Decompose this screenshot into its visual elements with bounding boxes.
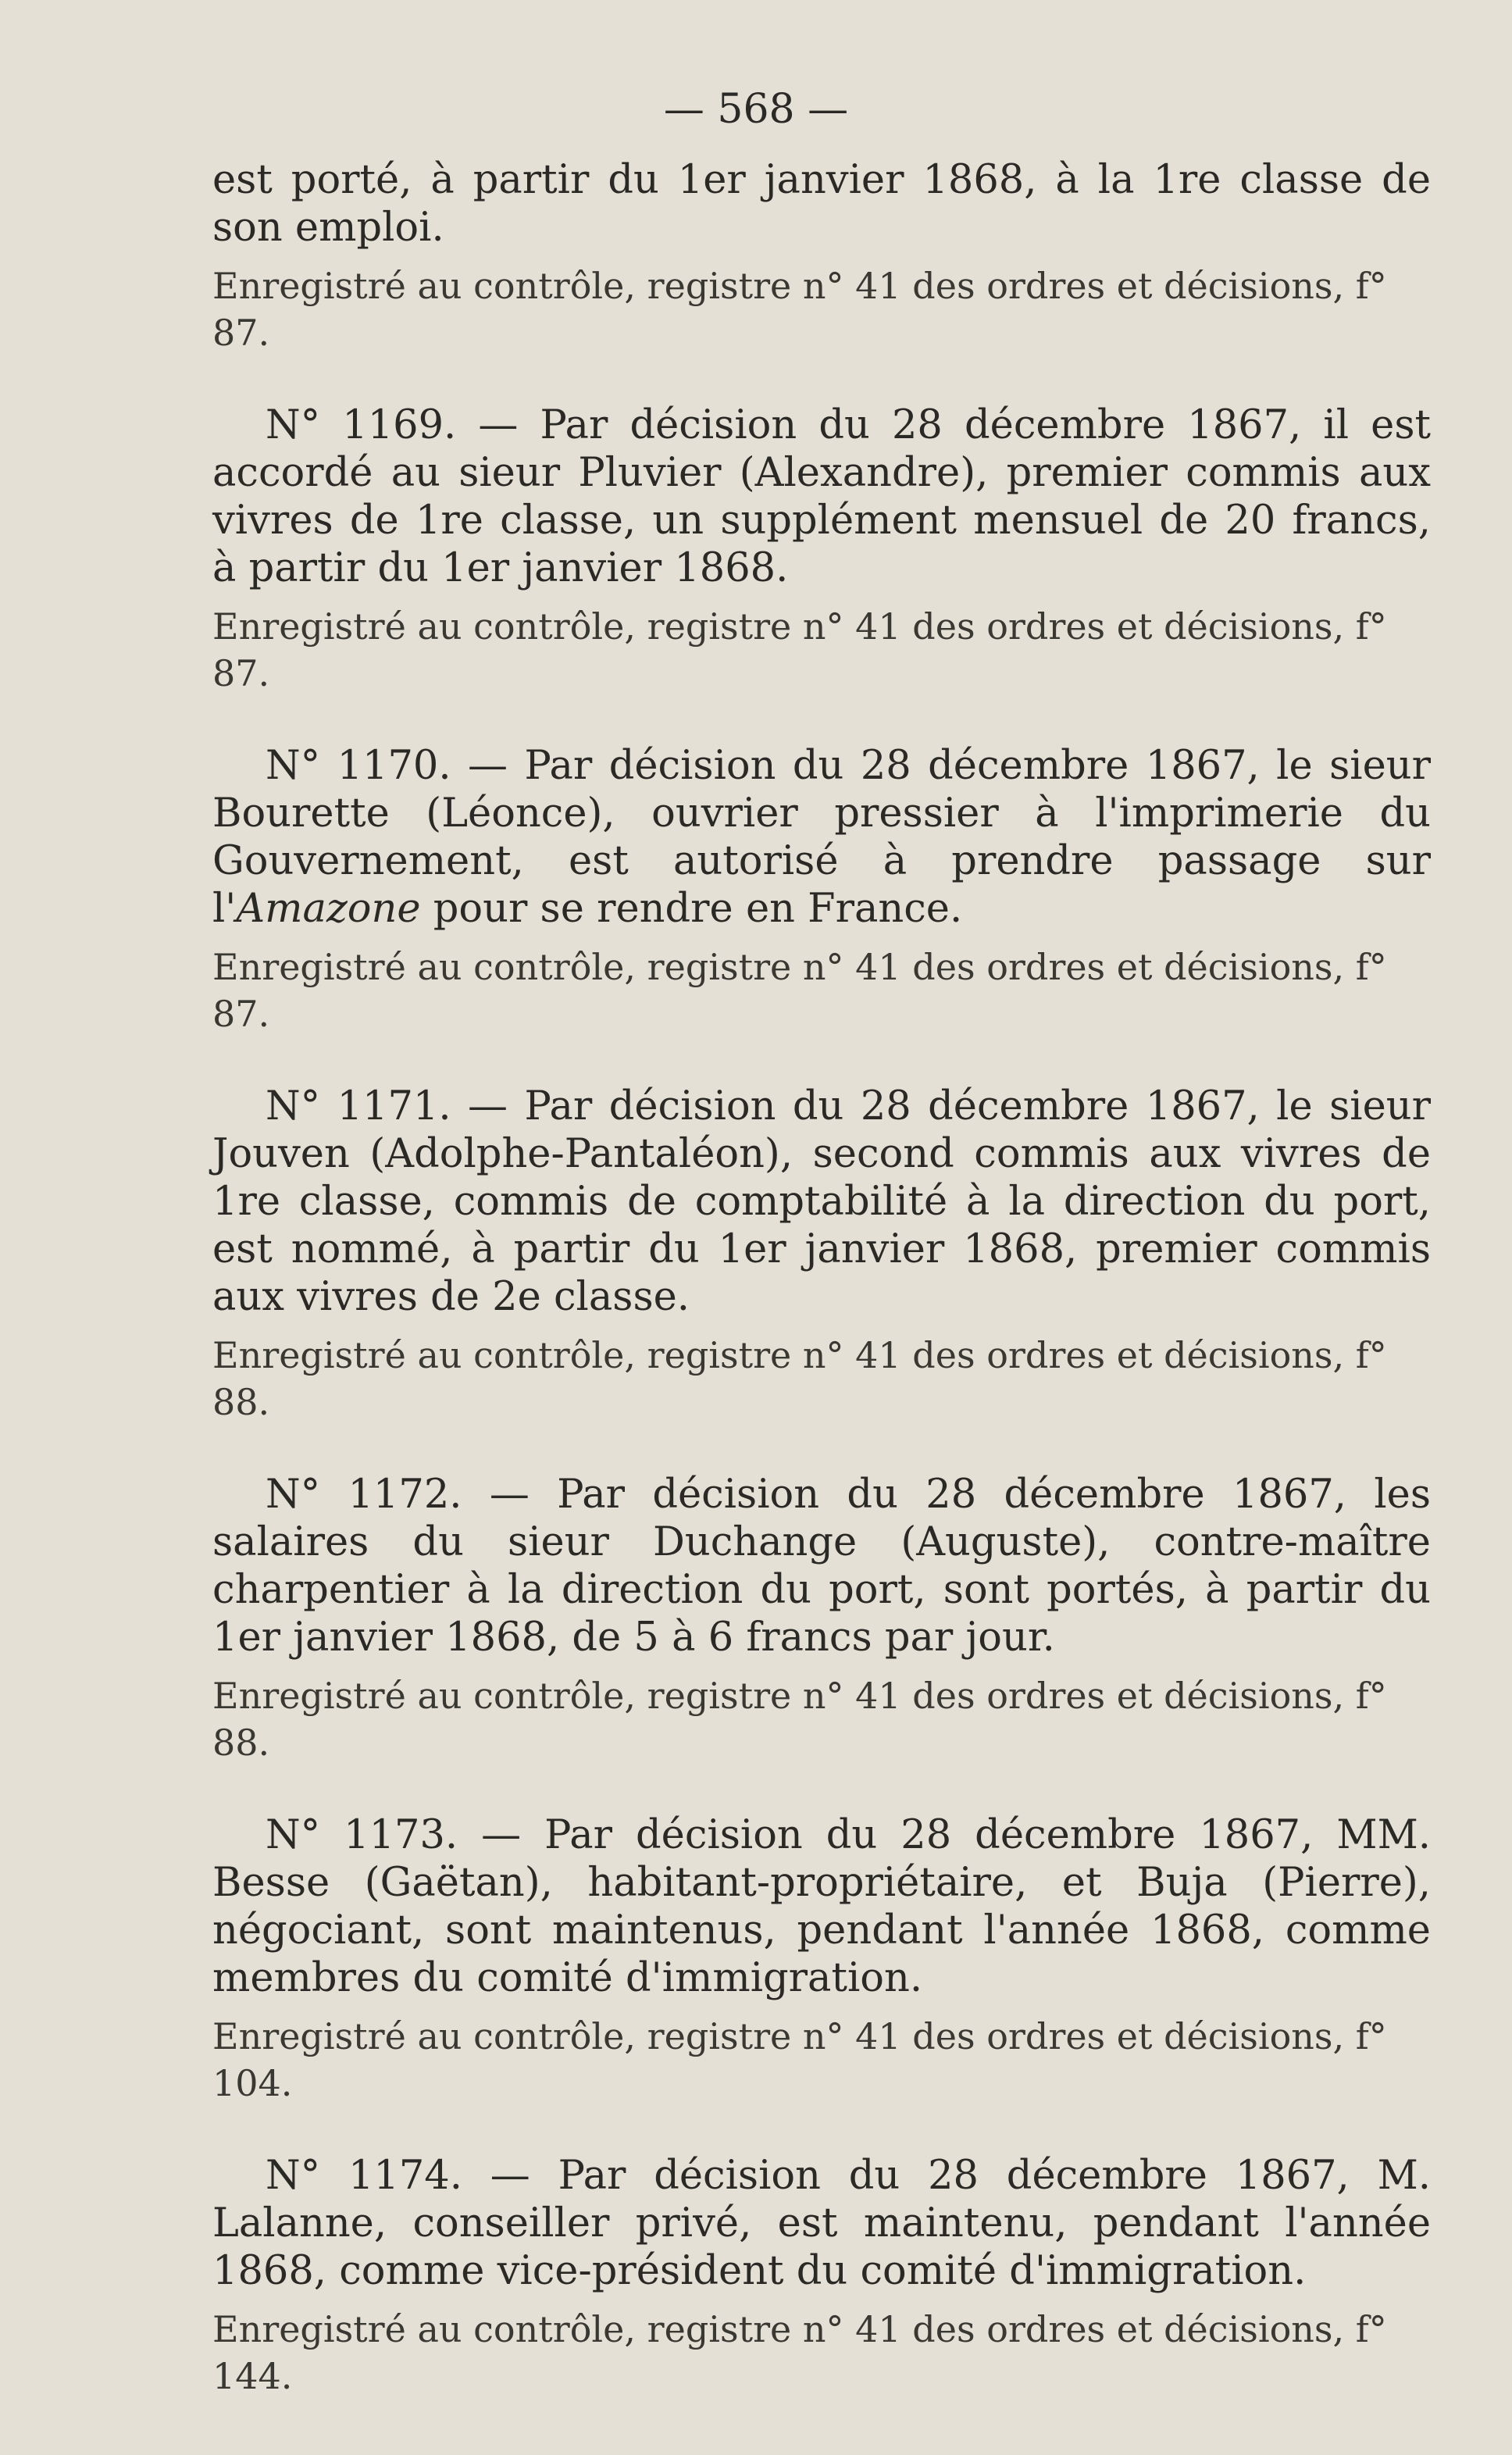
registration-note: Enregistré au contrôle, registre n° 41 des ordres et décisions, f° 88. — [212, 1675, 1387, 1764]
decision-text — [212, 742, 1431, 933]
continuation-entry — [212, 156, 1431, 356]
registration-note: Enregistré au contrôle, registre n° 41 des ordres et décisions, f° 104. — [212, 2015, 1387, 2104]
decision-entry-1173 — [212, 1811, 1431, 2107]
decision-body: — Par décision du 28 décembre 1867, il est accordé au sieur Pluvier (Alexandre), premier commis aux vivres de 1re classe, un supplément mensuel de 20 francs, à partir du 1er janvier 1868. — [212, 402, 1431, 591]
decision-number: N° 1170. — [266, 743, 451, 789]
decision-body: — Par décision du 28 décembre 1867, le sieur Bourette (Léonce), ouvrier pressier à l'imprimerie du Gouvernement, est autorisé à prendre passage sur l' — [212, 743, 1432, 932]
decision-number: N° 1171. — [266, 1083, 451, 1129]
registration-note: Enregistré au contrôle, registre n° 41 des ordres et décisions, f° 144. — [212, 2308, 1387, 2397]
page-number: — 568 — — [663, 86, 849, 133]
continuation-text: est porté, à partir du 1er janvier 1868, à la 1re classe de son emploi. — [212, 157, 1431, 251]
decision-text — [212, 1811, 1431, 2002]
decision-entry-1171 — [212, 1083, 1431, 1426]
decision-body: — Par décision du 28 décembre 1867, le sieur Jouven (Adolphe-Pantaléon), second commis aux vivres de 1re classe, commis de comptabilité à la direction du port, est nommé, à partir du 1er janvier 1868, premier commis aux vivres de 2e classe. — [212, 1083, 1432, 1320]
registration-note: Enregistré au contrôle, registre n° 41 des ordres et décisions, f° 87. — [212, 265, 1387, 354]
decision-body: — Par décision du 28 décembre 1867, les salaires du sieur Duchange (Auguste), contre-maître charpentier à la direction du port, sont portés, à partir du 1er janvier 1868, de 5 à 6 francs par jour. — [212, 1472, 1432, 1661]
decision-entry-1170 — [212, 742, 1431, 1037]
decision-body-end: pour se rendre en France. — [420, 886, 963, 932]
decision-body: — Par décision du 28 décembre 1867, MM. Besse (Gaëtan), habitant-propriétaire, et Buja (Pierre), négociant, sont maintenus, pendant l'année 1868, comme membres du comité d'immigration. — [212, 1812, 1431, 2001]
decision-text — [212, 1471, 1431, 1661]
registration-note: Enregistré au contrôle, registre n° 41 des ordres et décisions, f° 87. — [212, 605, 1387, 694]
decision-number: N° 1169. — [266, 402, 457, 448]
registration-note: Enregistré au contrôle, registre n° 41 des ordres et décisions, f° 87. — [212, 946, 1387, 1035]
registration-note: Enregistré au contrôle, registre n° 41 des ordres et décisions, f° 88. — [212, 1334, 1387, 1423]
decision-text — [212, 2152, 1431, 2295]
decision-entry-1169 — [212, 401, 1431, 697]
ship-name: Amazone — [236, 886, 421, 932]
decision-text — [212, 401, 1431, 592]
decision-entry-1174 — [212, 2152, 1431, 2400]
text-column — [212, 156, 1431, 2400]
decision-entry-1172 — [212, 1471, 1431, 1766]
decision-text — [212, 1083, 1431, 1321]
decision-number: N° 1174. — [266, 2153, 462, 2199]
decision-body: — Par décision du 28 décembre 1867, M. Lalanne, conseiller privé, est maintenu, pendant l'année 1868, comme vice-président du comité d'immigration. — [212, 2153, 1432, 2294]
decision-number: N° 1173. — [266, 1812, 458, 1858]
decision-number: N° 1172. — [266, 1472, 462, 1518]
